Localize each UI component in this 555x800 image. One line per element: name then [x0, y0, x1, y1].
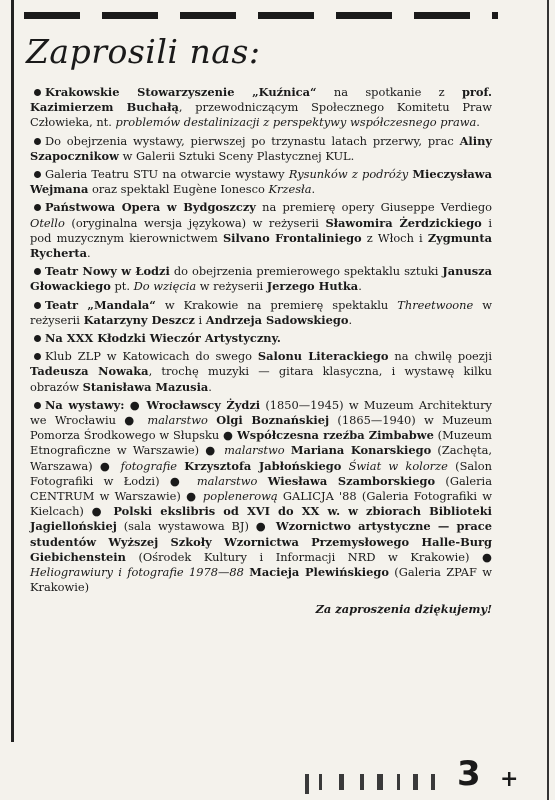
- announcement-item: [30, 298, 492, 328]
- scratch-mark: [377, 774, 383, 790]
- announcement-item: [30, 398, 492, 596]
- text-run: , trochę muzyki — gitara klasyczna, i wystawę kilku obrazów: [30, 364, 492, 394]
- text-run: w Galerii Sztuki Sceny Plastycznej KUL.: [118, 148, 355, 163]
- text-run: Krzesła: [268, 182, 312, 197]
- text-run: (Ośrodek Kultury i Informacji NRD w Krakowie) ●: [125, 549, 492, 564]
- text-run: Mariana Konarskiego: [290, 443, 432, 458]
- text-run: Andrzeja Sadowskiego: [205, 312, 349, 327]
- bullet-icon: [34, 268, 41, 275]
- bullet-icon: [34, 89, 41, 96]
- text-run: .: [87, 246, 91, 261]
- dashed-header-rule: [24, 12, 498, 19]
- text-run: Krakowskie Stowarzyszenie „Kuźnica“: [45, 85, 317, 99]
- page-title: Zaprosili nas:: [26, 32, 261, 71]
- text-run: Macieja Plewińskiego: [249, 565, 389, 580]
- text-run: .: [358, 279, 362, 294]
- text-run: Klub ZLP w Katowicach do swego: [45, 349, 258, 364]
- text-run: oraz spektakl Eugène Ionesco: [88, 182, 269, 197]
- text-run: na chwilę poezji: [388, 349, 492, 364]
- text-run: do obejrzenia premierowego spektaklu sztuki: [169, 264, 443, 279]
- text-run: na spotkanie z: [316, 85, 462, 99]
- text-run: pt.: [110, 279, 134, 294]
- text-run: (Zachęta, Warszawa) ●: [30, 443, 493, 473]
- scratch-mark: [431, 774, 435, 790]
- text-run: Świat w kolorze: [348, 458, 448, 473]
- announcement-item: [30, 134, 492, 164]
- text-run: [208, 413, 216, 427]
- page-number: 3: [457, 754, 481, 794]
- text-run: [257, 474, 267, 488]
- text-run: Aliny Szapocznikow: [30, 133, 492, 163]
- bullet-icon: [34, 171, 41, 178]
- text-run: .: [311, 182, 316, 197]
- text-run: Olgi Boznańskiej: [216, 413, 330, 428]
- text-run: Wiesława Szamborskiego: [267, 473, 436, 488]
- scratch-mark: [305, 774, 309, 794]
- text-run: (1850—1945) w Muzeum Architektury we Wrocławiu ●: [30, 397, 492, 428]
- text-run: poplenerową: [202, 489, 278, 504]
- closing-thanks: Za zaproszenia dziękujemy!: [315, 601, 492, 616]
- text-run: [341, 459, 348, 473]
- text-run: Mieczysława Wejmana: [30, 167, 492, 197]
- bullet-icon: [34, 204, 41, 211]
- text-run: fotografie: [120, 458, 178, 473]
- bullet-icon: [34, 402, 41, 409]
- text-run: i: [194, 312, 206, 327]
- text-run: Janusza Głowackiego: [30, 264, 492, 294]
- text-run: w reżyserii: [196, 279, 267, 294]
- text-run: Do obejrzenia wystawy, pierwszej po trzynastu latach przerwy, prac: [45, 133, 460, 148]
- text-run: (sala wystawowa BJ) ●: [116, 519, 276, 534]
- announcement-item: [30, 331, 492, 346]
- text-run: Państwowa Opera w Bydgoszczy: [45, 200, 256, 215]
- scratch-mark: [413, 774, 418, 790]
- text-run: malarstwo: [196, 473, 258, 488]
- text-run: , przewodniczącym Społecznego Komitetu Praw Człowieka, nt.: [30, 100, 492, 130]
- text-run: .: [348, 312, 353, 327]
- text-run: i pod muzycznym kierownictwem: [30, 215, 492, 245]
- announcement-item: [30, 200, 492, 261]
- text-run: (Galeria ZPAF w Krakowie): [30, 565, 493, 595]
- text-run: Teatr Nowy w Łodzi: [45, 264, 170, 279]
- page-footer: [305, 754, 530, 796]
- text-run: .: [476, 115, 480, 130]
- text-run: Współczesna rzeźba Zimbabwe: [237, 428, 434, 443]
- text-run: (Galeria CENTRUM w Warszawie) ●: [30, 473, 492, 504]
- scratch-mark: [319, 774, 322, 790]
- scratch-mark: [360, 774, 364, 790]
- text-run: Threetwoone: [397, 297, 474, 312]
- bullet-icon: [34, 335, 41, 342]
- text-run: Wrocławscy Żydzi: [146, 397, 261, 412]
- bullet-icon: [34, 302, 41, 309]
- text-run: (Salon Fotografiki w Łodzi) ●: [30, 458, 493, 488]
- text-run: ●: [124, 397, 147, 412]
- text-run: Zygmunta Rycherta: [30, 230, 492, 261]
- text-run: .: [208, 379, 212, 394]
- text-run: Otello: [30, 215, 65, 230]
- announcement-item: [30, 167, 492, 197]
- text-run: Silvano Frontaliniego: [222, 230, 362, 245]
- text-run: (1865—1940) w Muzeum Pomorza Środkowego w Słupsku ●: [30, 413, 492, 443]
- text-run: Do wzięcia: [133, 279, 197, 294]
- text-run: Teatr „Mandala“: [45, 297, 156, 312]
- text-run: problemów destalinizacji z perspektywy współczesnego prawa: [115, 115, 477, 130]
- scratch-mark: [339, 774, 344, 790]
- text-run: Tadeusza Nowaka: [30, 364, 149, 379]
- announcement-item: [30, 85, 492, 131]
- text-run: Heliograwiury i fotografie 1978—88: [30, 565, 244, 580]
- text-run: prof. Kazimierzem Buchałą: [30, 85, 492, 115]
- right-page-edge: [547, 0, 549, 800]
- plus-mark-icon: +: [500, 766, 519, 792]
- text-run: na premierę opery Giuseppe Verdiego: [255, 200, 492, 215]
- text-run: Galeria Teatru STU na otwarcie wystawy: [45, 167, 289, 182]
- text-run: z Włoch i: [361, 230, 428, 245]
- text-run: (Muzeum Etnograficzne w Warszawie) ●: [30, 428, 492, 458]
- text-run: Na wystawy:: [45, 397, 125, 412]
- text-run: Wzornictwo artystyczne — prace studentów Wyższej Szkoły Wzornictwa Przemysłowego Halle-Burg Giebichenstein: [30, 519, 492, 564]
- text-run: Na XXX Kłodzki Wieczór Artystyczny.: [45, 331, 281, 346]
- announcement-item: [30, 264, 492, 294]
- article-body: [30, 85, 492, 617]
- text-run: Polski ekslibris od XVI do XX w. w zbiorach Biblioteki Jagiellońskiej: [30, 504, 492, 534]
- text-run: Jerzego Hutka: [266, 279, 359, 294]
- text-run: malarstwo: [147, 413, 208, 428]
- text-run: Krzysztofa Jabłońskiego: [184, 458, 342, 473]
- text-run: Katarzyny Deszcz: [83, 312, 195, 327]
- bullet-icon: [34, 353, 41, 360]
- text-run: GALICJA '88 (Galeria Fotografiki w Kielcach) ●: [30, 489, 492, 519]
- text-run: Rysunków z podróży: [288, 167, 409, 182]
- bullet-icon: [34, 138, 41, 145]
- text-run: Sławomira Żerdzickiego: [325, 215, 482, 230]
- left-column-rule: [11, 0, 14, 742]
- text-run: w Krakowie na premierę spektaklu: [155, 297, 398, 312]
- announcement-item: [30, 349, 492, 395]
- text-run: w reżyserii: [30, 297, 493, 327]
- text-run: malarstwo: [224, 443, 285, 458]
- scratch-mark: [397, 774, 400, 790]
- text-run: (oryginalna wersja językowa) w reżyserii: [64, 215, 326, 230]
- text-run: Salonu Literackiego: [257, 349, 389, 364]
- text-run: Stanisława Mazusia: [82, 379, 209, 394]
